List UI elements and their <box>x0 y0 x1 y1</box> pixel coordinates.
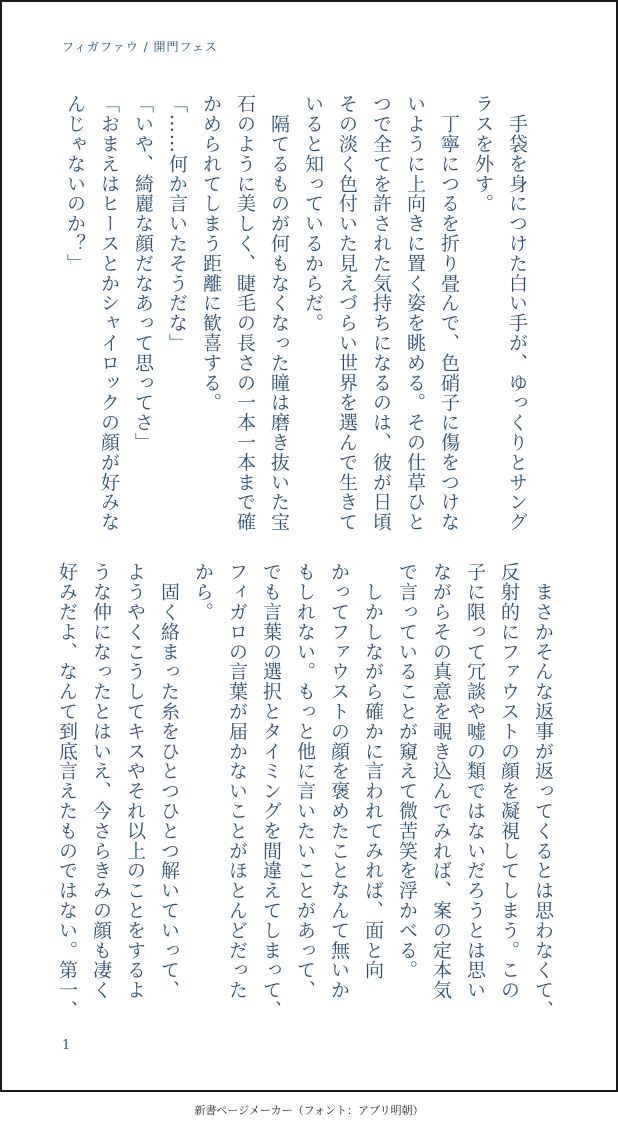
text-line: 隔てるものが何もなくなった瞳は磨き抜いた宝 <box>268 94 290 532</box>
text-line: その淡く色付いた見えづらい世界を選んで生きて <box>336 94 358 532</box>
text-line: 石のように美しく、睫毛の長さの一本一本まで確 <box>234 94 256 532</box>
text-line: ラスを外す。 <box>472 94 494 214</box>
text-line: かめられてしまう距離に歓喜する。 <box>200 94 222 413</box>
text-line: 「……何か言いたそうだな」 <box>166 94 188 353</box>
text-line: でも言葉の選択とタイミングを間違えてしまって、 <box>260 562 282 1020</box>
text-line: しかしながら確かに言われてみれば、面と向 <box>362 562 384 980</box>
text-block-top <box>58 94 534 532</box>
text-block-bottom <box>50 562 560 1020</box>
page-header: フィガファウ / 開門フェス <box>62 40 218 54</box>
text-line: ようやくこうしてキスやそれ以上のことをするよ <box>124 562 146 1000</box>
text-line: うな仲になったとはいえ、今さらきみの顔も凄く <box>90 562 112 1000</box>
text-line: から。 <box>192 562 214 622</box>
footer-caption: 新書ページメーカー（フォント：アプリ明朝） <box>194 1104 424 1117</box>
text-line: 「いや、綺麗な顔だなあって思ってさ」 <box>132 94 154 453</box>
text-line: ながらその真意を覗き込んでみれば、案の定本気 <box>430 562 452 1000</box>
text-line: 子に限って冗談や嘘の類ではないだろうとは思い <box>464 562 486 1000</box>
text-line: 反射的にファウストの顔を凝視してしまう。この <box>498 562 520 1000</box>
text-line: つで全てを許された気持ちになるのは、彼が日頃 <box>370 94 392 532</box>
text-line: 手袋を身につけた白い手が、ゆっくりとサング <box>506 94 528 532</box>
text-line: んじゃないのか？」 <box>64 94 86 274</box>
text-line: で言っていることが窺えて微苦笑を浮かべる。 <box>396 562 418 980</box>
page-number: 1 <box>62 1038 71 1053</box>
text-line: 好みだよ、なんて到底言えたものではない。第一、 <box>56 562 78 1020</box>
text-line: かってファウストの顔を褒めたことなんて無いか <box>328 562 350 1000</box>
text-line: いると知っているからだ。 <box>302 94 324 333</box>
text-line: 「おまえはヒースとかシャイロックの顔が好みな <box>98 94 120 532</box>
text-line: 固く絡まった糸をひとつひとつ解いていって、 <box>158 562 180 1000</box>
text-line: いように上向きに置く姿を眺める。その仕草ひと <box>404 94 426 532</box>
text-line: フィガロの言葉が届かないことがほとんどだった <box>226 562 248 1000</box>
text-line: 丁寧につるを折り畳んで、色硝子に傷をつけな <box>438 94 460 532</box>
text-line: もしれない。もっと他に言いたいことがあって、 <box>294 562 316 1000</box>
text-line: まさかそんな返事が返ってくるとは思わなくて、 <box>532 562 554 1020</box>
